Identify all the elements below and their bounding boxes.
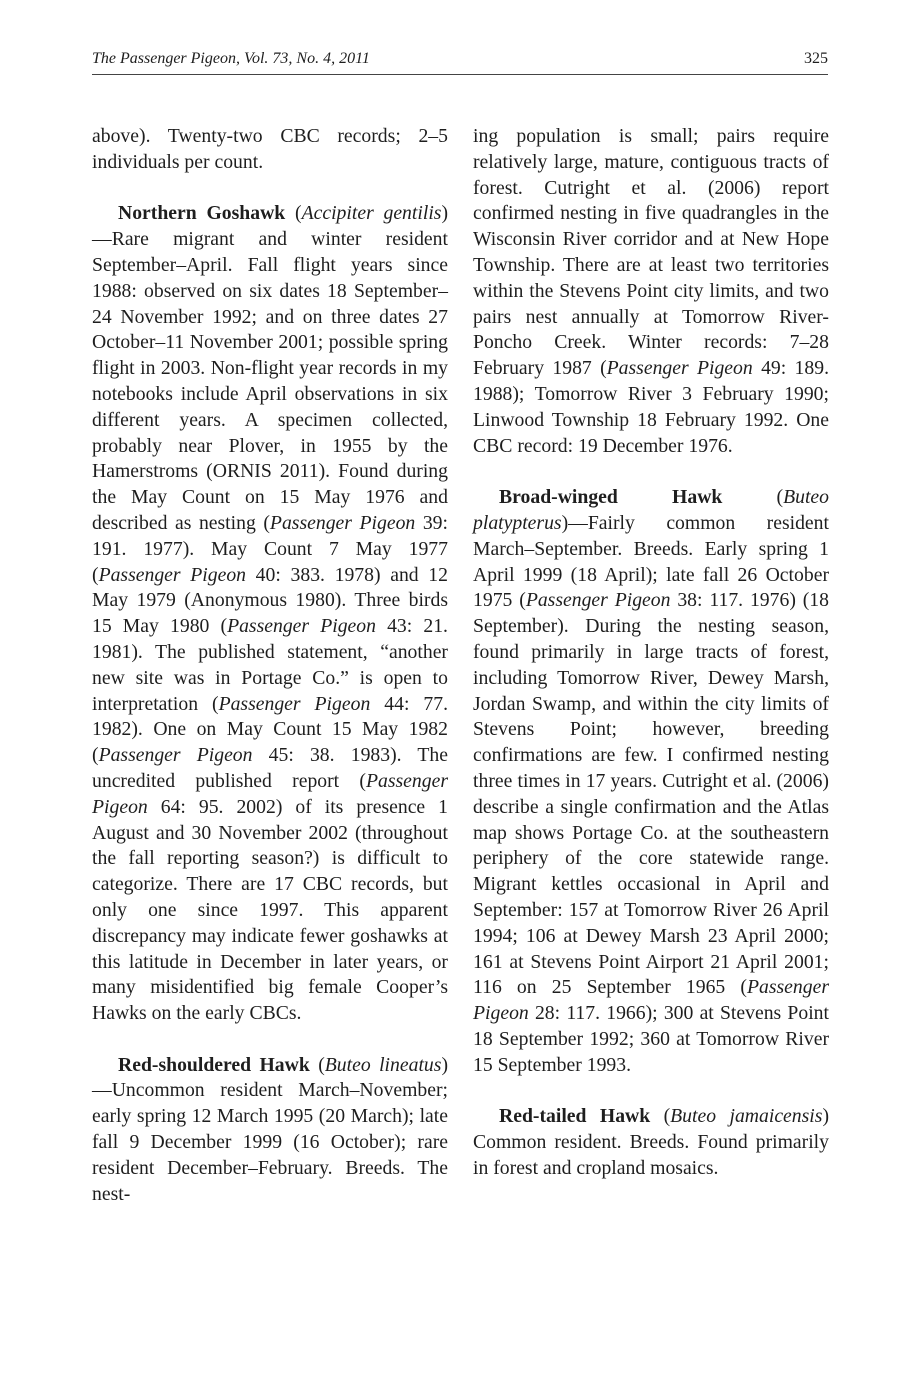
entry-text: )—Uncommon resident March–November; early spring 12 March 1995 (20 March); late fall 9 December 1999 (16 October); rare resident December–February. Breeds. The nest-: [92, 1053, 448, 1205]
entry-text: 38: 117. 1976) (18 September). During the nesting season, found primarily in large tracts of forest, including Tomorrow River, Dewey Marsh, Jordan Swamp, and within the city limits of Stevens Point; however, breeding confirmations are few. I confirmed nesting three times in 17 years. Cutright et al. (2006) describe a single confirmation and the Atlas map shows Portage Co. at the southeastern periphery of the core statewide range. Migrant kettles occasional in April and September: 157 at Tomorrow River 26 April 1994; 106 at Dewey Marsh 23 April 2000; 161 at Stevens Point Airport 21 April 2001; 116 on 25 September 1965 (: [473, 589, 829, 999]
journal-name: Passenger Pigeon: [98, 744, 253, 767]
entry-text: (: [650, 1105, 671, 1128]
running-header: [92, 50, 828, 75]
species-entry-red-shouldered-hawk: [92, 1053, 448, 1208]
journal-name: Passenger Pigeon: [473, 976, 829, 1025]
entry-text: 39: 191. 1977). May Count 7 May 1977 (: [92, 511, 448, 586]
journal-name: Passenger Pigeon: [606, 357, 753, 380]
species-name: Northern Goshawk: [118, 202, 286, 225]
entry-text: 43: 21. 1981). The published statement, “another new site was in Portage Co.” is open to interpretation (: [92, 615, 448, 715]
journal-name: Passenger Pigeon: [227, 615, 376, 638]
entry-text: ) Common resident. Breeds. Found primarily in forest and cropland mosaics.: [473, 1105, 829, 1179]
entry-text: 28: 117. 1966); 300 at Stevens Point 18 September 1992; 360 at Tomorrow River 15 September 1993.: [473, 1002, 829, 1076]
journal-name: Passenger Pigeon: [92, 769, 448, 818]
scientific-name: Buteo jamaicensis: [670, 1105, 823, 1128]
journal-name: Passenger Pigeon: [269, 511, 416, 534]
journal-citation: The Passenger Pigeon, Vol. 73, No. 4, 2011: [92, 50, 370, 67]
entry-text: 44: 77. 1982). One on May Count 15 May 1982 (: [92, 692, 448, 767]
journal-name: Passenger Pigeon: [98, 563, 247, 586]
entry-text: (: [722, 486, 784, 509]
scientific-name: Buteo platypterus: [473, 486, 829, 534]
entry-text: 40: 383. 1978) and 12 May 1979 (Anonymous 1980). Three birds 15 May 1980 (: [92, 563, 448, 638]
entry-text: )—Rare migrant and winter resident September–April. Fall flight years since 1988: observed on six dates 18 September–24 November 1992; and on three dates 27 October–11 November 2001; possible spring flight in 2003. Non-flight year records in my notebooks include April observations in six different years. A specimen collected, probably near Plover, in 1955 by the Hamerstroms (ORNIS 2011). Found during the May Count on 15 May 1976 and described as nesting (: [92, 202, 449, 534]
scientific-name: Accipiter gentilis: [301, 202, 442, 225]
continued-paragraph: [473, 124, 829, 459]
entry-text: 49: 189. 1988); Tomorrow River 3 February 1990; Linwood Township 18 February 1992. One CBC record: 19 December 1976.: [473, 357, 829, 457]
species-name: Broad-winged Hawk: [499, 486, 723, 509]
journal-name: Passenger Pigeon: [218, 692, 371, 715]
entry-text: ing population is small; pairs require relatively large, mature, contiguous tracts of forest. Cutright et al. (2006) report confirmed nesting in five quadrangles in the Wisconsin River corridor and at New Hope Township. There are at least two territories within the Stevens Point city limits, and two pairs nest annually at Tomorrow River-Poncho Creek. Winter records: 7–28 February 1987 (: [473, 125, 829, 380]
species-name: Red-tailed Hawk: [499, 1105, 651, 1128]
entry-text: (: [285, 202, 302, 225]
paragraph-text: above). Twenty-two CBC records; 2–5 individuals per count.: [92, 125, 448, 173]
species-entry-northern-goshawk: [92, 201, 448, 1027]
left-column: [92, 124, 448, 1233]
species-entry-red-tailed-hawk: [473, 1104, 829, 1181]
entry-text: )—Fairly common resident March–September. Breeds. Early spring 1 April 1999 (18 April); late fall 26 October 1975 (: [473, 511, 829, 612]
continued-paragraph: [92, 124, 448, 176]
journal-name: Passenger Pigeon: [525, 589, 671, 612]
entry-text: 45: 38. 1983). The uncredited published report (: [92, 744, 448, 792]
species-entry-broad-winged-hawk: [473, 485, 829, 1078]
scientific-name: Buteo lineatus: [324, 1053, 442, 1076]
page-number: 325: [804, 50, 828, 67]
right-column: [473, 124, 829, 1207]
entry-text: (: [309, 1053, 325, 1076]
species-name: Red-shouldered Hawk: [118, 1053, 310, 1076]
entry-text: 64: 95. 2002) of its presence 1 August and 30 November 2002 (throughout the fall reporting season?) is difficult to categorize. There are 17 CBC records, but only one since 1997. This apparent discrepancy may indicate fewer goshawks at this latitude in December in later years, or many misidentified big female Cooper’s Hawks on the early CBCs.: [92, 795, 448, 1025]
